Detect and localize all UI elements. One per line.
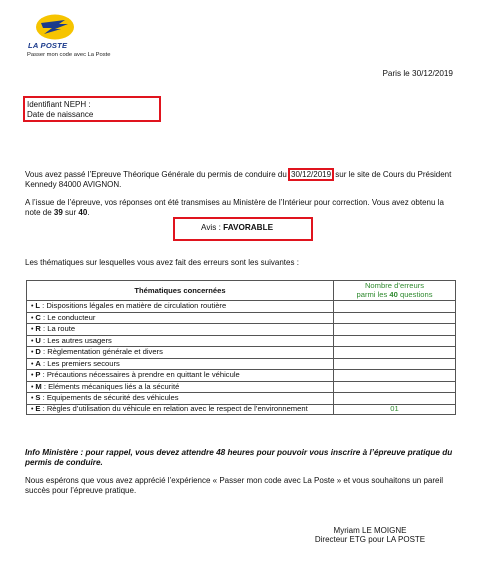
- signatory-title: Directeur ETG pour LA POSTE: [314, 535, 426, 545]
- table-row: [27, 324, 456, 336]
- theme-code: C: [35, 312, 41, 322]
- error-count-cell: [334, 393, 456, 405]
- bullet-icon: •: [31, 405, 36, 413]
- bullet-icon: •: [31, 337, 36, 345]
- table-row: [27, 335, 456, 347]
- letter-date: Paris le 30/12/2019: [382, 69, 453, 78]
- themes-intro: Les thématiques sur lesquelles vous avez fait des erreurs sont les suivantes :: [25, 258, 299, 267]
- theme-label: : Le conducteur: [40, 312, 96, 322]
- result-text-end: .: [87, 207, 90, 217]
- theme-cell: [27, 358, 334, 370]
- errors-header-post: questions: [397, 289, 433, 299]
- theme-label: : Les autres usagers: [40, 335, 112, 345]
- exam-text-start: Vous avez passé l’Epreuve Théorique Générale du permis de conduire du: [25, 170, 290, 179]
- score-value: 39: [53, 207, 63, 217]
- theme-label: : La route: [40, 324, 76, 334]
- recipient-identity-box: [23, 96, 161, 122]
- themes-table: [26, 280, 456, 415]
- error-count-cell: [334, 312, 456, 324]
- info-ministere: Info Ministère : pour rappel, vous devez attendre 48 heures pour pouvoir vous inscrire à l’épreuve pratique du permis de conduire.: [25, 448, 453, 467]
- table-row: [27, 404, 456, 415]
- table-row: [27, 358, 456, 370]
- bullet-icon: •: [31, 314, 36, 322]
- table-row: [27, 312, 456, 324]
- table-row: [27, 347, 456, 359]
- theme-label: : Dispositions légales en matière de circulation routière: [40, 301, 227, 311]
- themes-column-header: Thématiques concernées: [27, 281, 334, 301]
- error-count-cell: 01: [334, 404, 456, 415]
- result-paragraph: [25, 198, 461, 217]
- table-row: [27, 370, 456, 382]
- signatory-name: Myriam LE MOIGNE: [333, 526, 407, 535]
- theme-code: L: [35, 301, 41, 311]
- closing-paragraph: Nous espérons que vous avez apprécié l’expérience « Passer mon code avec La Poste » et vous souhaitons un pareil succès pour l’épreuve pratique.: [25, 476, 444, 495]
- error-count-cell: [334, 335, 456, 347]
- theme-cell: [27, 404, 334, 415]
- table-row: [27, 301, 456, 313]
- la-poste-bird-icon: [35, 14, 75, 40]
- birth-date-label: Date de naissance: [27, 109, 94, 119]
- bullet-icon: •: [31, 303, 36, 311]
- errors-header-pre: parmi les: [356, 289, 390, 299]
- error-count-cell: [334, 381, 456, 393]
- neph-label: Identifiant NEPH :: [27, 100, 91, 109]
- error-count-cell: [334, 301, 456, 313]
- theme-cell: [27, 301, 334, 313]
- theme-cell: [27, 312, 334, 324]
- error-count-cell: [334, 347, 456, 359]
- errors-column-header: [334, 281, 456, 301]
- table-row: [27, 381, 456, 393]
- theme-code: U: [35, 335, 41, 345]
- result-text-mid: sur: [62, 207, 79, 217]
- errors-header-line1: Nombre d’erreurs: [364, 281, 425, 290]
- theme-code: D: [35, 347, 41, 357]
- error-count-cell: [334, 324, 456, 336]
- bullet-icon: •: [31, 349, 36, 357]
- theme-code: A: [35, 358, 41, 368]
- exam-paragraph: [25, 170, 461, 189]
- theme-label: : Règlementation générale et divers: [40, 347, 163, 357]
- signature-block: [290, 526, 450, 545]
- bullet-icon: •: [31, 383, 36, 391]
- theme-code: R: [35, 324, 41, 334]
- theme-cell: [27, 347, 334, 359]
- theme-label: : Equipements de sécurité des véhicules: [40, 393, 179, 403]
- theme-cell: [27, 335, 334, 347]
- bullet-icon: •: [31, 326, 36, 334]
- result-text-start: A l’issue de l’épreuve, vos réponses ont été transmises au Ministère de l’Intérieur pour correction. Vous avez obtenu la note de: [25, 198, 444, 217]
- header-subtitle: Passer mon code avec La Poste: [27, 52, 111, 58]
- theme-code: E: [35, 403, 41, 413]
- theme-cell: [27, 370, 334, 382]
- theme-label: : Précautions nécessaires à prendre en quittant le véhicule: [40, 370, 240, 380]
- error-count-cell: [334, 358, 456, 370]
- logo-text: LA POSTE: [28, 41, 68, 50]
- theme-code: S: [35, 393, 41, 403]
- avis-label: Avis :: [201, 223, 224, 232]
- avis-value: FAVORABLE: [223, 223, 274, 232]
- theme-cell: [27, 324, 334, 336]
- exam-date-highlight: 30/12/2019: [288, 168, 334, 181]
- errors-header-num: 40: [389, 289, 398, 299]
- theme-label: : Eléments mécaniques liés a la sécurité: [41, 381, 180, 391]
- avis-box: [173, 217, 313, 241]
- theme-cell: [27, 393, 334, 405]
- bullet-icon: •: [31, 395, 36, 403]
- la-poste-logo: [28, 14, 82, 50]
- score-total: 40: [78, 207, 88, 217]
- bullet-icon: •: [31, 360, 36, 368]
- theme-cell: [27, 381, 334, 393]
- error-count-cell: [334, 370, 456, 382]
- theme-label: : Règles d’utilisation du véhicule en relation avec le respect de l’environnement: [40, 403, 308, 413]
- table-row: [27, 393, 456, 405]
- theme-code: M: [35, 381, 42, 391]
- theme-code: P: [35, 370, 41, 380]
- exam-text-end: sur le site de Cours du Président Kennedy 84000 AVIGNON.: [25, 170, 452, 189]
- table-header-row: [27, 281, 456, 301]
- theme-label: : Les premiers secours: [40, 358, 120, 368]
- bullet-icon: •: [31, 372, 36, 380]
